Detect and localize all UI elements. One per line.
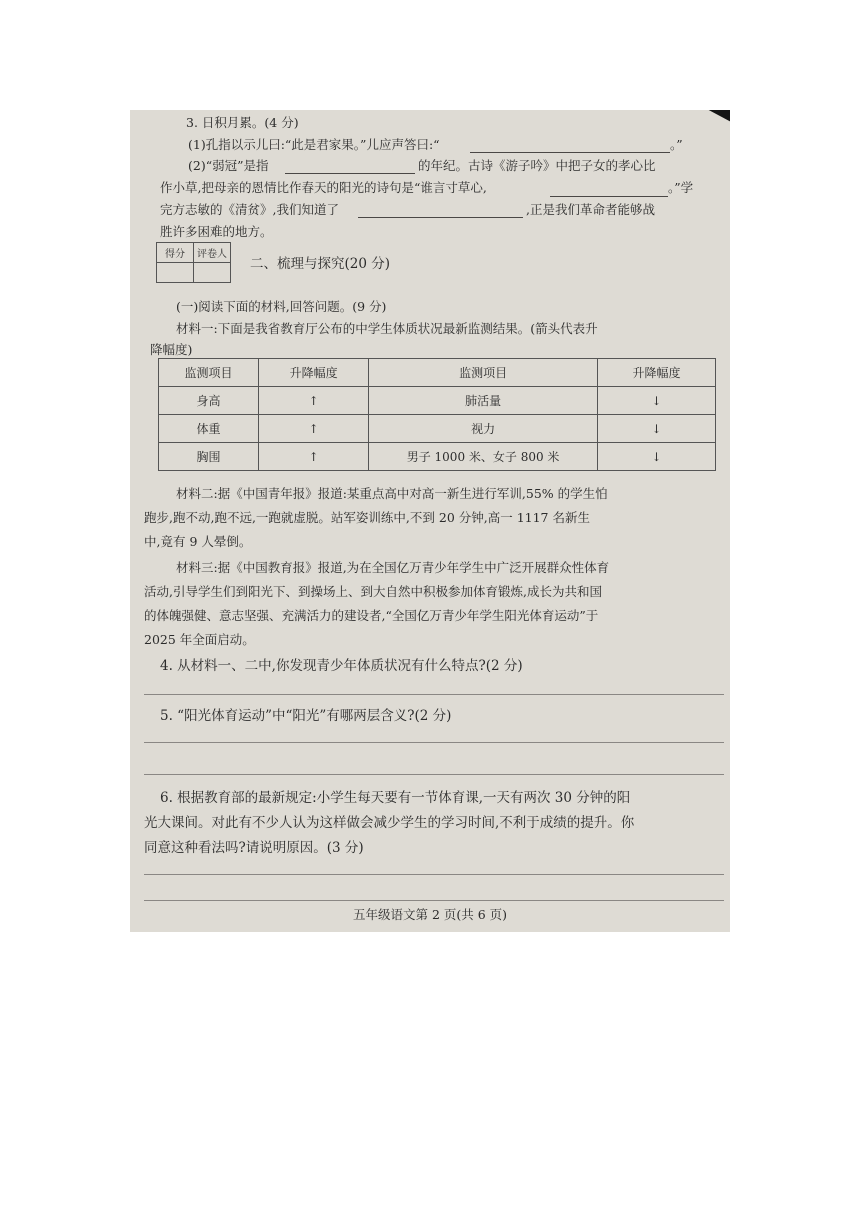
page-corner-shadow	[701, 110, 730, 134]
table-cell: 胸围	[159, 443, 259, 471]
question-6-line3: 同意这种看法吗?请说明原因。(3 分)	[144, 840, 364, 856]
q3-line2a: (2)“弱冠”是指	[188, 158, 269, 173]
answer-line-q6[interactable]	[144, 900, 724, 901]
table-cell: 男子 1000 米、女子 800 米	[369, 443, 598, 471]
answer-line-q4[interactable]	[144, 694, 724, 695]
page-footer: 五年级语文第 2 页(共 6 页)	[352, 907, 508, 922]
q3-line1b: 。”	[670, 137, 683, 152]
answer-line-q5[interactable]	[144, 742, 724, 743]
q3-line1a: (1)孔指以示儿曰:“此是君家果。”儿应声答曰:“	[188, 137, 440, 152]
q3-line5: 胜许多困难的地方。	[160, 224, 273, 239]
table-cell: 体重	[159, 415, 259, 443]
q3-blank-1[interactable]	[470, 152, 670, 153]
q3-blank-4[interactable]	[358, 217, 523, 218]
grader-label: 评卷人	[194, 243, 231, 263]
exam-page	[130, 110, 730, 932]
material3-line4: 2025 年全面启动。	[144, 632, 255, 647]
question-6-line2: 光大课间。对此有不少人认为这样做会减少学生的学习时间,不利于成绩的提升。你	[144, 815, 635, 831]
material3-line1: 材料三:据《中国教育报》报道,为在全国亿万青少年学生中广泛开展群众性体育	[176, 560, 610, 575]
score-label: 得分	[157, 243, 194, 263]
q3-line2b: 的年纪。古诗《游子吟》中把子女的孝心比	[418, 158, 656, 173]
question-5: 5. “阳光体育运动”中“阳光”有哪两层含义?(2 分)	[160, 708, 452, 724]
q3-blank-2[interactable]	[285, 173, 415, 174]
score-cell[interactable]	[157, 263, 194, 283]
material1-line1: 材料一:下面是我省教育厅公布的中学生体质状况最新监测结果。(箭头代表升	[176, 321, 598, 336]
trend-arrow-down-icon: ↓	[598, 387, 716, 415]
q3-blank-3[interactable]	[550, 196, 668, 197]
part1-title: (一)阅读下面的材料,回答问题。(9 分)	[176, 299, 387, 314]
question-6-line1: 6. 根据教育部的最新规定:小学生每天要有一节体育课,一天有两次 30 分钟的阳	[160, 790, 631, 806]
answer-line-q5[interactable]	[144, 774, 724, 775]
trend-arrow-down-icon: ↓	[598, 443, 716, 471]
table-header: 升降幅度	[598, 359, 716, 387]
material2-line3: 中,竟有 9 人晕倒。	[144, 534, 252, 549]
table-header: 监测项目	[159, 359, 259, 387]
grader-cell[interactable]	[194, 263, 231, 283]
trend-arrow-up-icon: ↑	[259, 387, 369, 415]
q3-title: 3. 日积月累。(4 分)	[186, 115, 299, 130]
trend-arrow-up-icon: ↑	[259, 415, 369, 443]
table-cell: 肺活量	[369, 387, 598, 415]
question-4: 4. 从材料一、二中,你发现青少年体质状况有什么特点?(2 分)	[160, 658, 523, 674]
q3-line3a: 作小草,把母亲的恩情比作春天的阳光的诗句是“谁言寸草心,	[160, 180, 487, 195]
trend-arrow-down-icon: ↓	[598, 415, 716, 443]
q3-line4a: 完方志敏的《清贫》,我们知道了	[160, 202, 339, 217]
monitoring-table	[158, 358, 716, 471]
q3-line3b: 。”学	[668, 180, 694, 195]
answer-line-q6[interactable]	[144, 874, 724, 875]
material2-line1: 材料二:据《中国青年报》报道:某重点高中对高一新生进行军训,55% 的学生怕	[176, 486, 608, 501]
table-header: 升降幅度	[259, 359, 369, 387]
score-box	[156, 242, 231, 283]
material1-line2: 降幅度)	[150, 342, 193, 357]
table-cell: 视力	[369, 415, 598, 443]
section2-title: 二、梳理与探究(20 分)	[250, 256, 391, 272]
material3-line2: 活动,引导学生们到阳光下、到操场上、到大自然中积极参加体育锻炼,成长为共和国	[144, 584, 602, 599]
material2-line2: 跑步,跑不动,跑不远,一跑就虚脱。站军姿训练中,不到 20 分钟,高一 1117 名新生	[144, 510, 590, 525]
table-header: 监测项目	[369, 359, 598, 387]
q3-line4b: ,正是我们革命者能够战	[526, 202, 655, 217]
table-cell: 身高	[159, 387, 259, 415]
material3-line3: 的体魄强健、意志坚强、充满活力的建设者,“全国亿万青少年学生阳光体育运动”于	[144, 608, 599, 623]
trend-arrow-up-icon: ↑	[259, 443, 369, 471]
